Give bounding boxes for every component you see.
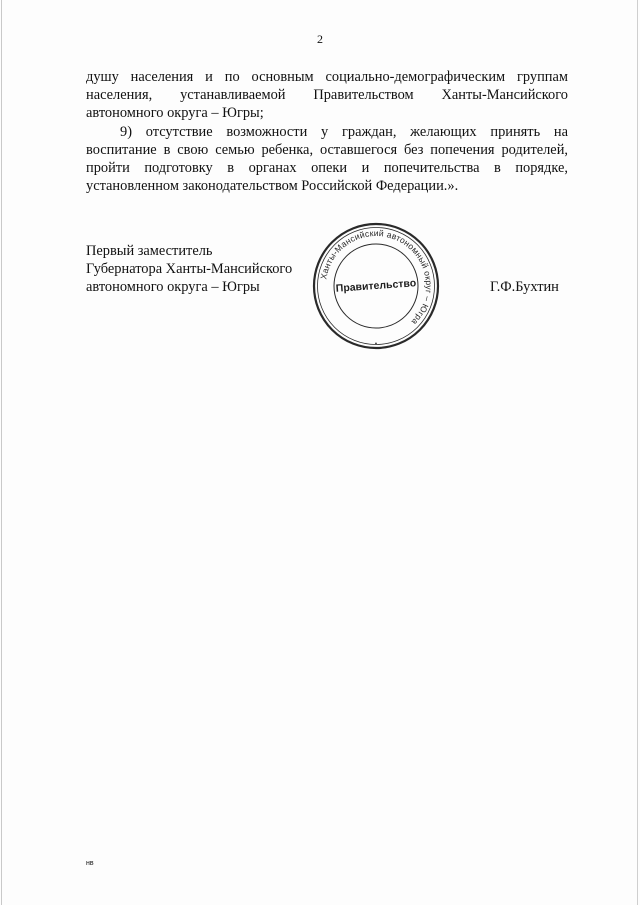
scan-edge	[637, 0, 638, 905]
signatory-title-line: автономного округа – Югры	[86, 279, 260, 296]
page-number: 2	[317, 32, 323, 46]
paragraph-continuation: душу населения и по основным социально-демографическим группам населения, устанавливаемой Правительством Ханты-Мансийского автономного округа – Югры;	[86, 69, 568, 122]
footer-code: нв	[86, 860, 94, 867]
scan-edge	[1, 0, 2, 905]
seal-ring-text: Ханты-Мансийский автономный округ – Югра	[318, 227, 435, 328]
paragraph-item-9: 9) отсутствие возможности у граждан, желающих принять на воспитание в свою семью ребенка, оставшегося без попечения родителей, пройти подготовку в органах опеки и попечительства в порядке, установленном законодательством Российской Федерации.».	[86, 123, 568, 195]
signatory-name: Г.Ф.Бухтин	[490, 279, 559, 295]
signatory-title-line: Первый заместитель	[86, 243, 213, 259]
signatory-title	[86, 242, 292, 297]
seal-star-icon: •	[374, 340, 378, 348]
body-text	[86, 68, 568, 195]
official-seal	[308, 218, 444, 354]
signatory-title-line: Губернатора Ханты-Мансийского	[86, 261, 293, 278]
seal-center-text: Правительство	[335, 277, 417, 295]
